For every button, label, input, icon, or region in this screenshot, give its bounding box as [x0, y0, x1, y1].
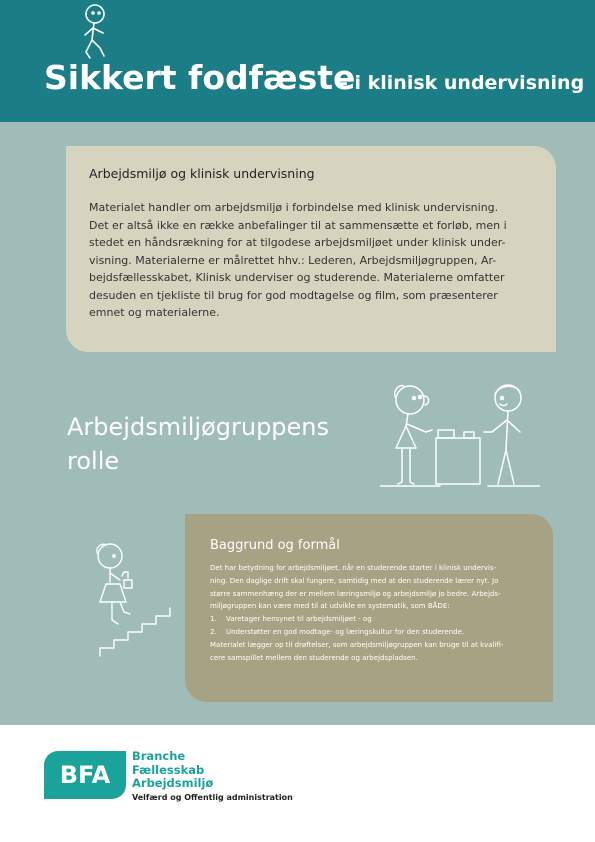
- header-banner: [0, 0, 595, 122]
- list-item: [210, 626, 535, 639]
- list-item-number: 1.: [210, 615, 217, 624]
- list-item: [210, 613, 535, 626]
- list-item-text: Understøtter en god modtage- og læringskultur for den studerende.: [226, 627, 465, 636]
- page-title: Sikkert fodfæste: [44, 58, 356, 97]
- bfa-logo-badge: BFA: [44, 751, 126, 799]
- logo-tagline: Velfærd og Offentlig administration: [132, 792, 293, 802]
- purpose-paragraph-2: Materialet lægger op til drøftelser, som arbejdsmiljøgruppen kan bruge til at kvalifi- cere samspillet mellem den studerende og arbejdspladsen.: [210, 640, 504, 662]
- list-item-text: Varetager hensynet til arbejdsmiljøet - og: [226, 615, 372, 624]
- intro-heading: Arbejdsmiljø og klinisk undervisning: [89, 166, 315, 181]
- page-subtitle: - i klinisk undervisning: [340, 72, 585, 94]
- list-item-number: 2.: [210, 627, 217, 636]
- logo-line-2: Fællesskab: [132, 762, 205, 777]
- intro-card: [66, 146, 556, 352]
- bfa-logo-text: [132, 750, 293, 802]
- logo-line-1: Branche: [132, 749, 186, 763]
- purpose-heading: Baggrund og formål: [210, 538, 340, 553]
- purpose-card: [185, 514, 553, 702]
- purpose-paragraph-1: Det har betydning for arbejdsmiljøet, når en studerende starter i klinisk undervis- ning. Den daglige drift skal fungere, samtidig med at den studerende lærer nyt. Jo større sammenhæng der er mellem læringsmiljø og arbejdsmiljø jo bedre. Arbejds- miljøgruppen kan være med til at udvikle en systematik, som BÅDE:: [210, 564, 501, 611]
- logo-line-3: Arbejdsmiljø: [132, 776, 214, 790]
- purpose-list: [210, 613, 535, 639]
- person-climbing-stairs-icon: [96, 540, 178, 658]
- two-people-at-desk-illustration: [380, 374, 540, 492]
- walking-person-icon: [76, 2, 116, 64]
- section-title: Arbejdsmiljøgruppens rolle: [67, 413, 330, 475]
- intro-body: Materialet handler om arbejdsmiljø i forbindelse med klinisk undervisning. Det er altså ikke en række anbefalinger til at sammensætte et forløb, men i stedet en håndsrækning for at tilgodese arbejdsmiljøet under klinisk under- visning. Materialerne er målrettet hhv.: Lederen, Arbejdsmiljøgruppen, Ar- bejdsfællesskabet, Klinisk underviser og studerende. Materialerne omfatter desuden en tjekliste til brug for god modtagelse og film, som præsenterer emnet og materialerne.: [89, 201, 507, 319]
